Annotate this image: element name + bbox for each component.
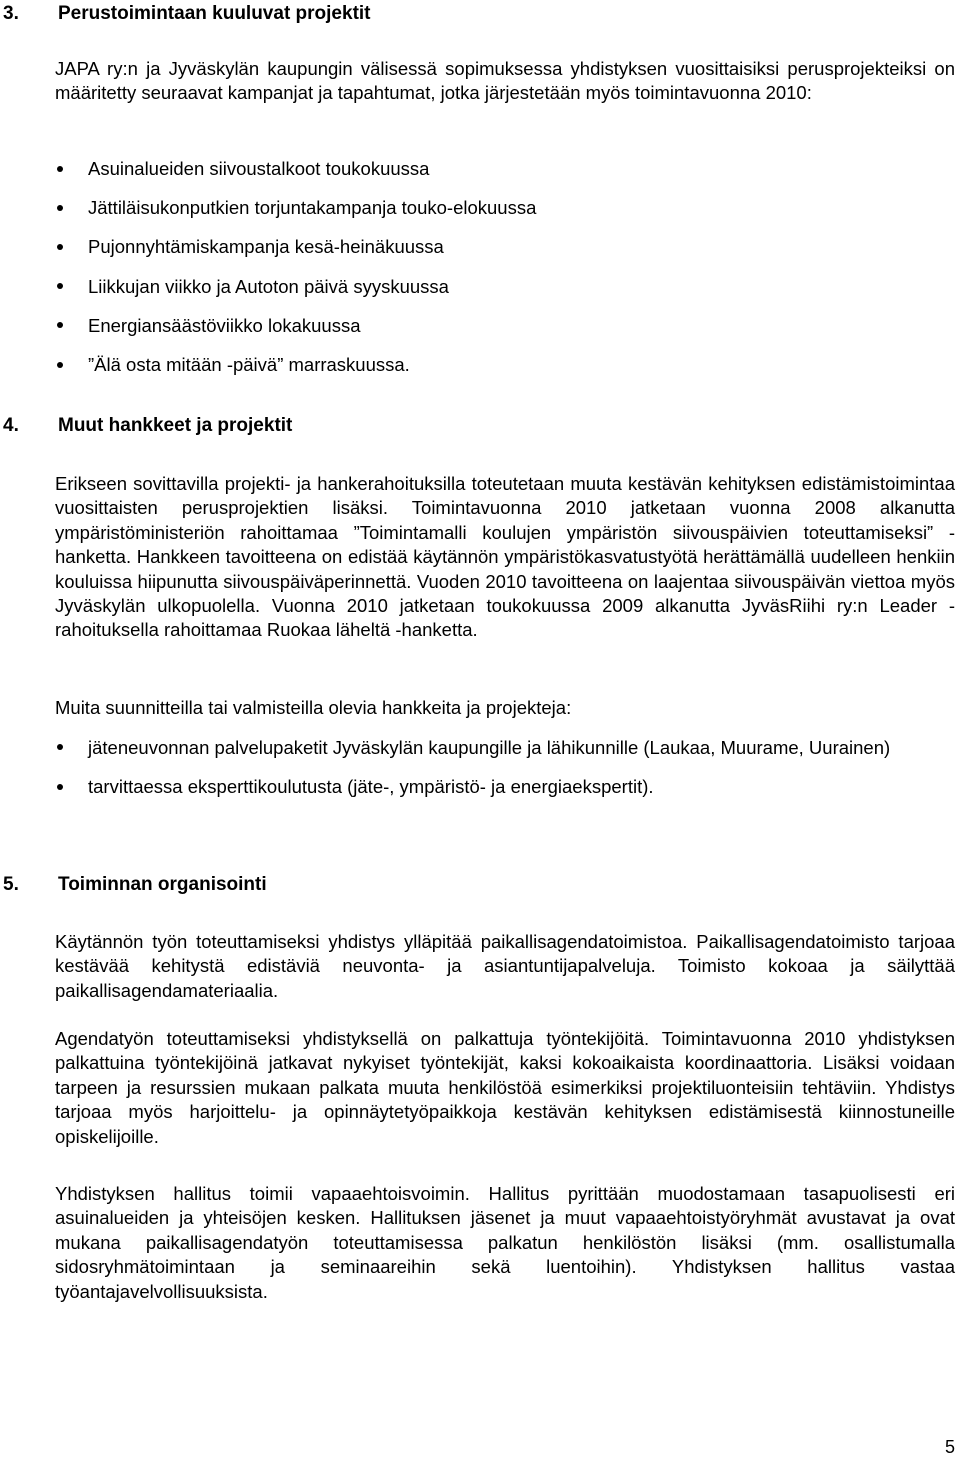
section-4-planned-list xyxy=(55,728,955,806)
section-5-paragraph-2: Agendatyön toteuttamiseksi yhdistyksellä on palkattuja työntekijöitä. Toimintavuonna 2010 yhdistyksen palkattuina työntekijöinä jatkavat nykyiset työntekijät, kaksi kokoaikaista koordinaattoria. Lisäksi voidaan tarpeen ja resurssien mukaan palkata muuta henkilöstöä esimerkiksi projektiluonteisiin tehtäviin. Yhdistys tarjoaa myös harjoittelu- ja opinnäytetyöpaikkoja kestävän kehityksen edistämisestä kiinnostuneille opiskelijoille. xyxy=(55,1028,955,1147)
list-item: Pujonnyhtämiskampanja kesä-heinäkuussa xyxy=(55,227,955,266)
list-item: jäteneuvonnan palvelupaketit Jyväskylän kaupungille ja lähikunnille (Laukaa, Muurame, Uurainen) xyxy=(55,728,958,767)
section-3-heading xyxy=(0,2,371,26)
page-number: 5 xyxy=(944,1437,955,1457)
section-4-number: 4. xyxy=(3,415,19,436)
section-4-planned-intro: Muita suunnitteilla tai valmisteilla olevia hankkeita ja projekteja: xyxy=(55,697,572,718)
section-3-intro: JAPA ry:n ja Jyväskylän kaupungin välisessä sopimuksessa yhdistyksen vuosittaisiksi perusprojekteiksi on määritetty seuraavat kampanjat ja tapahtumat, jotka järjestetään myös toimintavuonna 2010: xyxy=(55,58,955,104)
section-3-number: 3. xyxy=(3,3,19,24)
section-4-title: Muut hankkeet ja projektit xyxy=(58,415,293,436)
section-5-paragraph-3: Yhdistyksen hallitus toimii vapaaehtoisvoimin. Hallitus pyrittään muodostamaan tasapuolisesti eri asuinalueiden ja yhteisöjen kesken. Hallituksen jäsenet ja muut vapaaehtoistyöryhmät avustavat ja ovat mukana paikallisagendatyön toteuttamisessa palkatun henkilöstön lisäksi (mm. osallistumalla sidosryhmätoimintaan ja seminaareihin sekä luentoihin). Yhdistyksen hallitus vastaa työantajavelvollisuuksista. xyxy=(55,1183,955,1302)
section-3-campaign-list xyxy=(55,149,955,384)
list-item: Liikkujan viikko ja Autoton päivä syyskuussa xyxy=(55,267,955,306)
list-item: ”Älä osta mitään -päivä” marraskuussa. xyxy=(55,345,955,384)
list-item: tarvittaessa eksperttikoulutusta (jäte-, ympäristö- ja energiaekspertit). xyxy=(55,767,958,806)
list-item: Asuinalueiden siivoustalkoot toukokuussa xyxy=(55,149,955,188)
list-item: Jättiläisukonputkien torjuntakampanja touko-elokuussa xyxy=(55,188,955,227)
section-3-title: Perustoimintaan kuuluvat projektit xyxy=(58,3,371,24)
section-5-number: 5. xyxy=(3,874,19,895)
section-4-paragraph: Erikseen sovittavilla projekti- ja hankerahoituksilla toteutetaan muuta kestävän kehityksen edistämistoimintaa vuosittaisten perusprojektien lisäksi. Toimintavuonna 2010 jatketaan vuonna 2008 alkanutta ympäristöministeriön rahoittamaa ”Toimintamalli koulujen ympäristön siivouspäivien toteuttamiseksi” -hanketta. Hankkeen tavoitteena on edistää käytännön ympäristökasvatustyötä herättämällä uudelleen henkiin kouluissa hiipunutta siivouspäiväperinnettä. Vuoden 2010 tavoitteena on laajentaa siivouspäivän viettoa myös Jyväskylän ulkopuolella. Vuonna 2010 jatketaan toukokuussa 2009 alkanutta JyväsRiihi ry:n Leader -rahoituksella rahoittamaa Ruokaa läheltä -hanketta. xyxy=(55,473,955,641)
list-item: Energiansäästöviikko lokakuussa xyxy=(55,306,955,345)
section-5-heading xyxy=(0,873,267,897)
section-4-heading xyxy=(0,414,292,438)
section-5-paragraph-1: Käytännön työn toteuttamiseksi yhdistys ylläpitää paikallisagendatoimistoa. Paikallisagendatoimisto tarjoaa kestävää kehitystä edistäviä neuvonta- ja asiantuntijapalveluja. Toimisto kokoaa ja säilyttää paikallisagendamateriaalia. xyxy=(55,931,955,1001)
section-5-title: Toiminnan organisointi xyxy=(58,874,267,895)
